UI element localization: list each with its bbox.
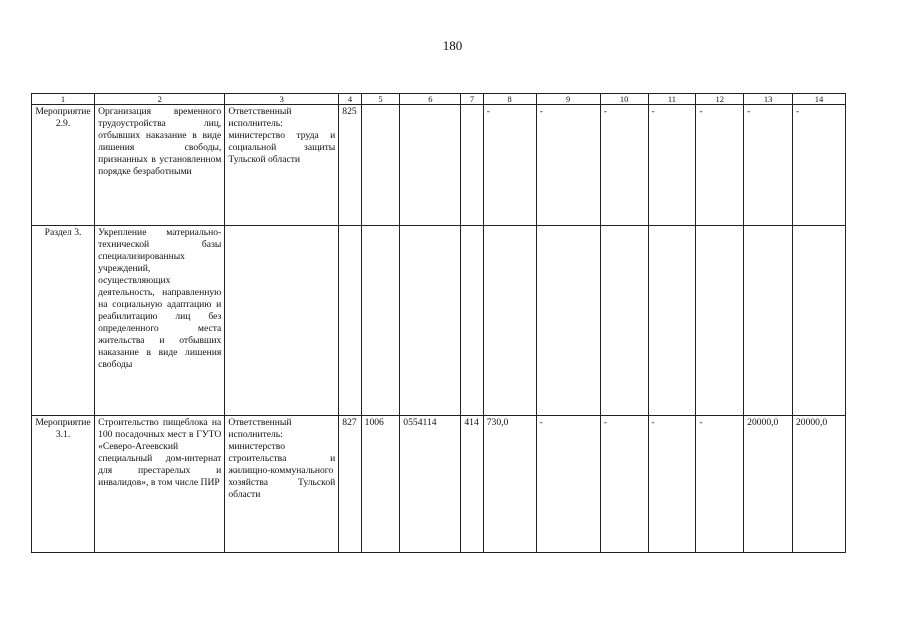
row-name: Организация временного трудоустройства лиц, отбывших наказание в виде лишения свободы, признанных в установленном порядке безработными: [95, 105, 225, 226]
col-header-14: 14: [792, 94, 845, 105]
col-header-6: 6: [400, 94, 461, 105]
program-table: [31, 93, 846, 553]
col-header-5: 5: [361, 94, 400, 105]
col-header-1: 1: [32, 94, 95, 105]
col-header-3: 3: [225, 94, 339, 105]
cell-c10: -: [600, 416, 648, 553]
col-header-7: 7: [461, 94, 483, 105]
cell-c11: -: [648, 416, 696, 553]
cell-c12: -: [696, 105, 744, 226]
row-executor: Ответственный исполнитель: министерство труда и социальной защиты Тульской области: [225, 105, 339, 226]
row-code: Раздел 3.: [32, 226, 95, 416]
cell-c11: -: [648, 105, 696, 226]
page-number: 180: [442, 38, 463, 53]
cell-c14: [792, 226, 845, 416]
col-header-12: 12: [696, 94, 744, 105]
row-code: Мероприятие 3.1.: [32, 416, 95, 553]
col-header-11: 11: [648, 94, 696, 105]
cell-c10: -: [600, 105, 648, 226]
cell-c13: 20000,0: [744, 416, 793, 553]
cell-c13: -: [744, 105, 793, 226]
row-code: Мероприятие 2.9.: [32, 105, 95, 226]
cell-c9: -: [536, 416, 600, 553]
cell-c10: [600, 226, 648, 416]
cell-c7: [461, 226, 483, 416]
cell-c6: [400, 226, 461, 416]
col-header-2: 2: [95, 94, 225, 105]
cell-c12: -: [696, 416, 744, 553]
col-header-10: 10: [600, 94, 648, 105]
row-name: Укрепление материально-технической базы специализированных учреждений, осуществляющих деятельность, направленную на социальную адаптацию и реабилитацию лиц без определенного места жительства и отбывших наказание в виде лишения свободы: [95, 226, 225, 416]
cell-c8: 730,0: [483, 416, 536, 553]
col-header-13: 13: [744, 94, 793, 105]
row-executor: [225, 226, 339, 416]
cell-c8: [483, 226, 536, 416]
cell-c4: 825: [339, 105, 361, 226]
table-row-measure-2-9: [32, 105, 846, 226]
cell-c13: [744, 226, 793, 416]
cell-c9: [536, 226, 600, 416]
row-executor: Ответственный исполнитель: министерство строительства и жилищно-коммунального хозяйства Тульской области: [225, 416, 339, 553]
cell-c4: [339, 226, 361, 416]
cell-c5: [361, 105, 400, 226]
cell-c5: 1006: [361, 416, 400, 553]
cell-c6: 0554114: [400, 416, 461, 553]
cell-c12: [696, 226, 744, 416]
column-number-row: [32, 94, 846, 105]
row-name: Строительство пищеблока на 100 посадочных мест в ГУТО «Северо-Агеевский специальный дом-интернат для престарелых и инвалидов», в том числе ПИР: [95, 416, 225, 553]
cell-c9: -: [536, 105, 600, 226]
cell-c14: -: [792, 105, 845, 226]
cell-c11: [648, 226, 696, 416]
col-header-9: 9: [536, 94, 600, 105]
cell-c5: [361, 226, 400, 416]
cell-c7: [461, 105, 483, 226]
cell-c14: 20000,0: [792, 416, 845, 553]
cell-c8: -: [483, 105, 536, 226]
table-row-section-3: [32, 226, 846, 416]
cell-c7: 414: [461, 416, 483, 553]
col-header-4: 4: [339, 94, 361, 105]
col-header-8: 8: [483, 94, 536, 105]
cell-c6: [400, 105, 461, 226]
table-row-measure-3-1: [32, 416, 846, 553]
cell-c4: 827: [339, 416, 361, 553]
